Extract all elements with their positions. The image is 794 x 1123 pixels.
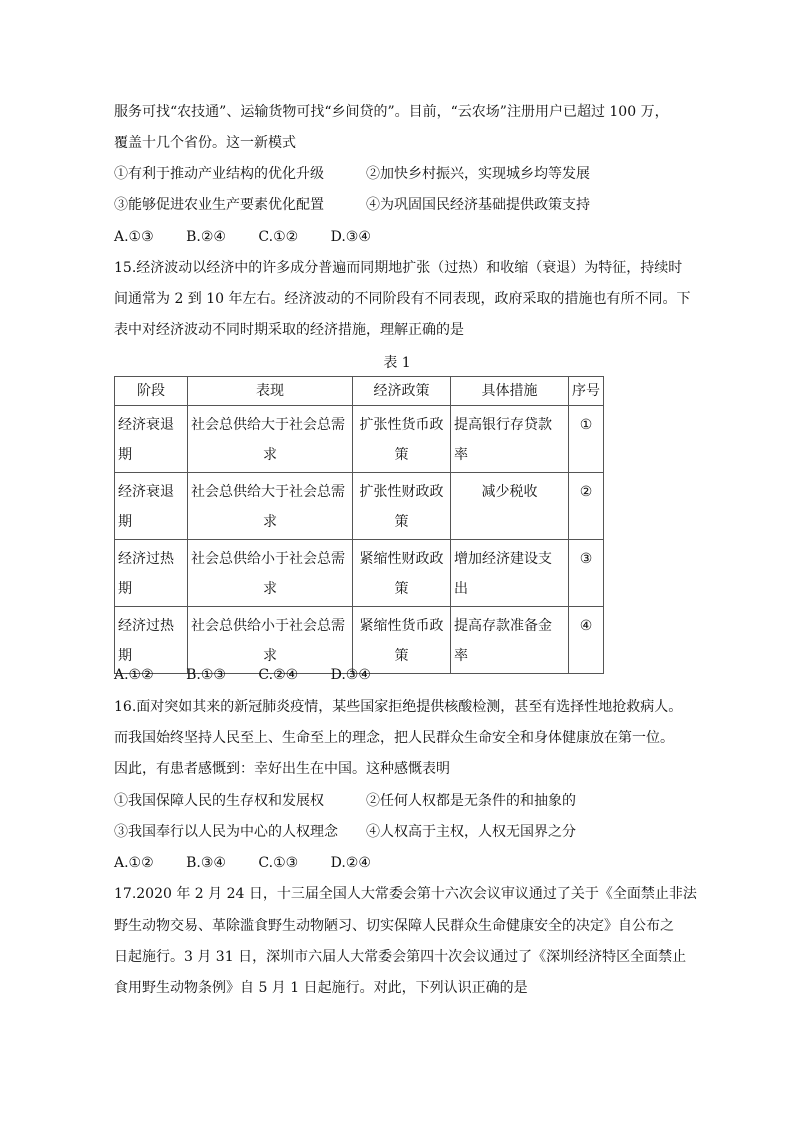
q15-answer-choices: A.①② B.①③ C.②④ D.③④ bbox=[114, 667, 371, 683]
q16-text-line-3: 因此，有患者感慨到：幸好出生在中国。这种感慨表明 bbox=[114, 761, 450, 777]
table-row bbox=[115, 607, 604, 674]
table-row bbox=[115, 540, 604, 607]
table-header-row bbox=[115, 377, 604, 406]
cell-number: ① bbox=[569, 406, 604, 473]
cell-stage: 经济过热期 bbox=[115, 607, 188, 674]
q17-text-line-1: 17.2020 年 2 月 24 日，十三届全国人大常委会第十六次会议审议通过了关于《全面禁止非法 bbox=[114, 886, 697, 902]
table-row bbox=[115, 473, 604, 540]
q16-text-line-2: 而我国始终坚持人民至上、生命至上的理念，把人民群众生命安全和身体健康放在第一位。 bbox=[114, 730, 674, 746]
cell-policy: 扩张性财政政 策 bbox=[353, 473, 451, 540]
cell-stage: 经济过热期 bbox=[115, 540, 188, 607]
q17-text-line-4: 食用野生动物条例》自 5 月 1 日起施行。对此，下列认识正确的是 bbox=[114, 980, 528, 996]
q14-option-line-2: ③能够促进农业生产要素优化配置 ④为巩固国民经济基础提供政策支持 bbox=[114, 197, 590, 213]
cell-performance: 社会总供给大于社会总需 求 bbox=[188, 406, 353, 473]
table-row bbox=[115, 406, 604, 473]
cell-measure: 提高存款准备金率 bbox=[451, 607, 569, 674]
header-measure: 具体措施 bbox=[451, 377, 569, 406]
cell-number: ④ bbox=[569, 607, 604, 674]
cell-measure: 增加经济建设支出 bbox=[451, 540, 569, 607]
cell-stage: 经济衰退期 bbox=[115, 473, 188, 540]
q14-text-line-1: 服务可找“农技通”、运输货物可找“乡间贷的”。目前，“云农场”注册用户已超过 100 万， bbox=[114, 104, 669, 120]
q17-text-line-3: 日起施行。3 月 31 日，深圳市六届人大常委会第四十次会议通过了《深圳经济特区全面禁止 bbox=[114, 949, 687, 965]
q15-text-line-1: 15.经济波动以经济中的许多成分普遍而同期地扩张（过热）和收缩（衰退）为特征，持续时 bbox=[114, 260, 683, 276]
cell-measure: 提高银行存贷款率 bbox=[451, 406, 569, 473]
cell-measure: 减少税收 bbox=[451, 473, 569, 540]
cell-policy: 紧缩性货币政 策 bbox=[353, 607, 451, 674]
cell-policy: 紧缩性财政政 策 bbox=[353, 540, 451, 607]
cell-stage: 经济衰退期 bbox=[115, 406, 188, 473]
cell-performance: 社会总供给小于社会总需 求 bbox=[188, 607, 353, 674]
cell-number: ② bbox=[569, 473, 604, 540]
economic-measures-table bbox=[114, 376, 604, 674]
cell-performance: 社会总供给大于社会总需 求 bbox=[188, 473, 353, 540]
header-policy: 经济政策 bbox=[353, 377, 451, 406]
header-number: 序号 bbox=[569, 377, 604, 406]
q16-option-line-2: ③我国奉行以人民为中心的人权理念 ④人权高于主权，人权无国界之分 bbox=[114, 824, 576, 840]
header-performance: 表现 bbox=[188, 377, 353, 406]
cell-policy: 扩张性货币政 策 bbox=[353, 406, 451, 473]
q15-text-line-2: 间通常为 2 到 10 年左右。经济波动的不同阶段有不同表现，政府采取的措施也有所不同。下 bbox=[114, 291, 691, 307]
q16-option-line-1: ①我国保障人民的生存权和发展权 ②任何人权都是无条件的和抽象的 bbox=[114, 793, 576, 809]
q14-answer-choices: A.①③ B.②④ C.①② D.③④ bbox=[114, 229, 371, 245]
q15-text-line-3: 表中对经济波动不同时期采取的经济措施，理解正确的是 bbox=[114, 322, 464, 338]
q14-text-line-2: 覆盖十几个省份。这一新模式 bbox=[114, 135, 296, 151]
q14-option-line-1: ①有利于推动产业结构的优化升级 ②加快乡村振兴，实现城乡均等发展 bbox=[114, 166, 590, 182]
q16-text-line-1: 16.面对突如其来的新冠肺炎疫情，某些国家拒绝提供核酸检测，甚至有选择性地抢救病人。 bbox=[114, 699, 683, 715]
q16-answer-choices: A.①② B.③④ C.①③ D.②④ bbox=[114, 855, 371, 871]
q17-text-line-2: 野生动物交易、革除滥食野生动物陋习、切实保障人民群众生命健康安全的决定》自公布之 bbox=[114, 918, 674, 934]
cell-number: ③ bbox=[569, 540, 604, 607]
cell-performance: 社会总供给小于社会总需 求 bbox=[188, 540, 353, 607]
header-stage: 阶段 bbox=[115, 377, 188, 406]
table-caption: 表 1 bbox=[383, 355, 411, 371]
